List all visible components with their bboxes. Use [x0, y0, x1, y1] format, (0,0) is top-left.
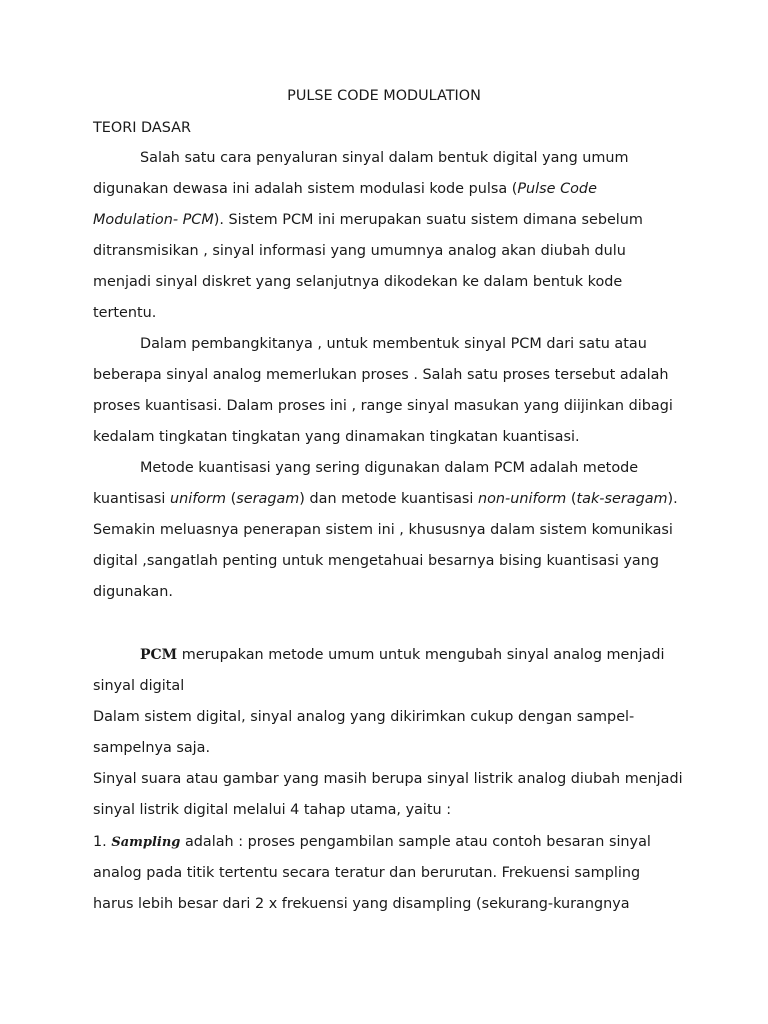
- paragraph-4-line-6: sinyal listrik digital melalui 4 tahap utama, yaitu :: [93, 802, 452, 818]
- paragraph-1-line-3: [93, 211, 643, 229]
- italic-term: uniform: [169, 491, 227, 507]
- paragraph-2-line-1: Dalam pembangkitanya , untuk membentuk sinyal PCM dari satu atau: [140, 336, 647, 352]
- text-run: (: [226, 491, 237, 507]
- list-item-1-line-3: harus lebih besar dari 2 x frekuensi yang disampling (sekurang-kurangnya: [93, 896, 630, 912]
- paragraph-2-line-4: kedalam tingkatan tingkatan yang dinamakan tingkatan kuantisasi.: [93, 429, 580, 445]
- text-run: digunakan dewasa ini adalah sistem modulasi kode pulsa (: [93, 181, 518, 197]
- paragraph-1-line-1: Salah satu cara penyaluran sinyal dalam bentuk digital yang umum: [140, 150, 629, 166]
- text-run: kuantisasi: [93, 491, 170, 507]
- section-heading: TEORI DASAR: [93, 120, 191, 136]
- text-run: ) dan metode kuantisasi: [299, 491, 478, 507]
- paragraph-2-line-2: beberapa sinyal analog memerlukan proses . Salah satu proses tersebut adalah: [93, 367, 669, 383]
- paragraph-3-line-4: digital ,sangatlah penting untuk mengetahuai besarnya bising kuantisasi yang: [93, 553, 660, 569]
- paragraph-2-line-3: proses kuantisasi. Dalam proses ini , range sinyal masukan yang diijinkan dibagi: [93, 398, 673, 414]
- text-run: ). Sistem PCM ini merupakan suatu sistem dimana sebelum: [213, 212, 643, 228]
- list-number: 1.: [93, 834, 112, 850]
- list-item-1-line-1: [93, 833, 651, 852]
- text-run: ).: [667, 491, 678, 507]
- paragraph-4-line-5: Sinyal suara atau gambar yang masih berupa sinyal listrik analog diubah menjadi: [93, 771, 683, 787]
- paragraph-4-line-3: Dalam sistem digital, sinyal analog yang dikirimkan cukup dengan sampel-: [93, 709, 635, 725]
- paragraph-3-line-5: digunakan.: [93, 584, 173, 600]
- paragraph-1-line-6: tertentu.: [93, 305, 157, 321]
- italic-term: Modulation- PCM: [93, 212, 214, 228]
- paragraph-1-line-2: [93, 180, 597, 198]
- document-title: PULSE CODE MODULATION: [287, 88, 481, 104]
- italic-term: Pulse Code: [517, 181, 597, 197]
- paragraph-4-line-4: sampelnya saja.: [93, 740, 211, 756]
- italic-term: tak-seragam: [576, 491, 668, 507]
- bold-term: PCM: [140, 647, 178, 663]
- text-run: merupakan metode umum untuk mengubah sinyal analog menjadi: [177, 647, 665, 663]
- paragraph-3-line-2: [93, 490, 678, 508]
- paragraph-3-line-1: Metode kuantisasi yang sering digunakan dalam PCM adalah metode: [140, 460, 639, 476]
- list-item-1-line-2: analog pada titik tertentu secara teratur dan berurutan. Frekuensi sampling: [93, 865, 641, 881]
- paragraph-1-line-4: ditransmisikan , sinyal informasi yang umumnya analog akan diubah dulu: [93, 243, 626, 259]
- text-run: (: [566, 491, 577, 507]
- paragraph-3-line-3: Semakin meluasnya penerapan sistem ini , khususnya dalam sistem komunikasi: [93, 522, 673, 538]
- paragraph-4-line-2: sinyal digital: [93, 678, 185, 694]
- bold-italic-term: Sampling: [111, 835, 181, 850]
- italic-term: seragam: [236, 491, 300, 507]
- paragraph-4-line-1: [140, 646, 664, 664]
- text-run: adalah : proses pengambilan sample atau contoh besaran sinyal: [180, 834, 651, 850]
- paragraph-1-line-5: menjadi sinyal diskret yang selanjutnya dikodekan ke dalam bentuk kode: [93, 274, 623, 290]
- italic-term: non-uniform: [478, 491, 567, 507]
